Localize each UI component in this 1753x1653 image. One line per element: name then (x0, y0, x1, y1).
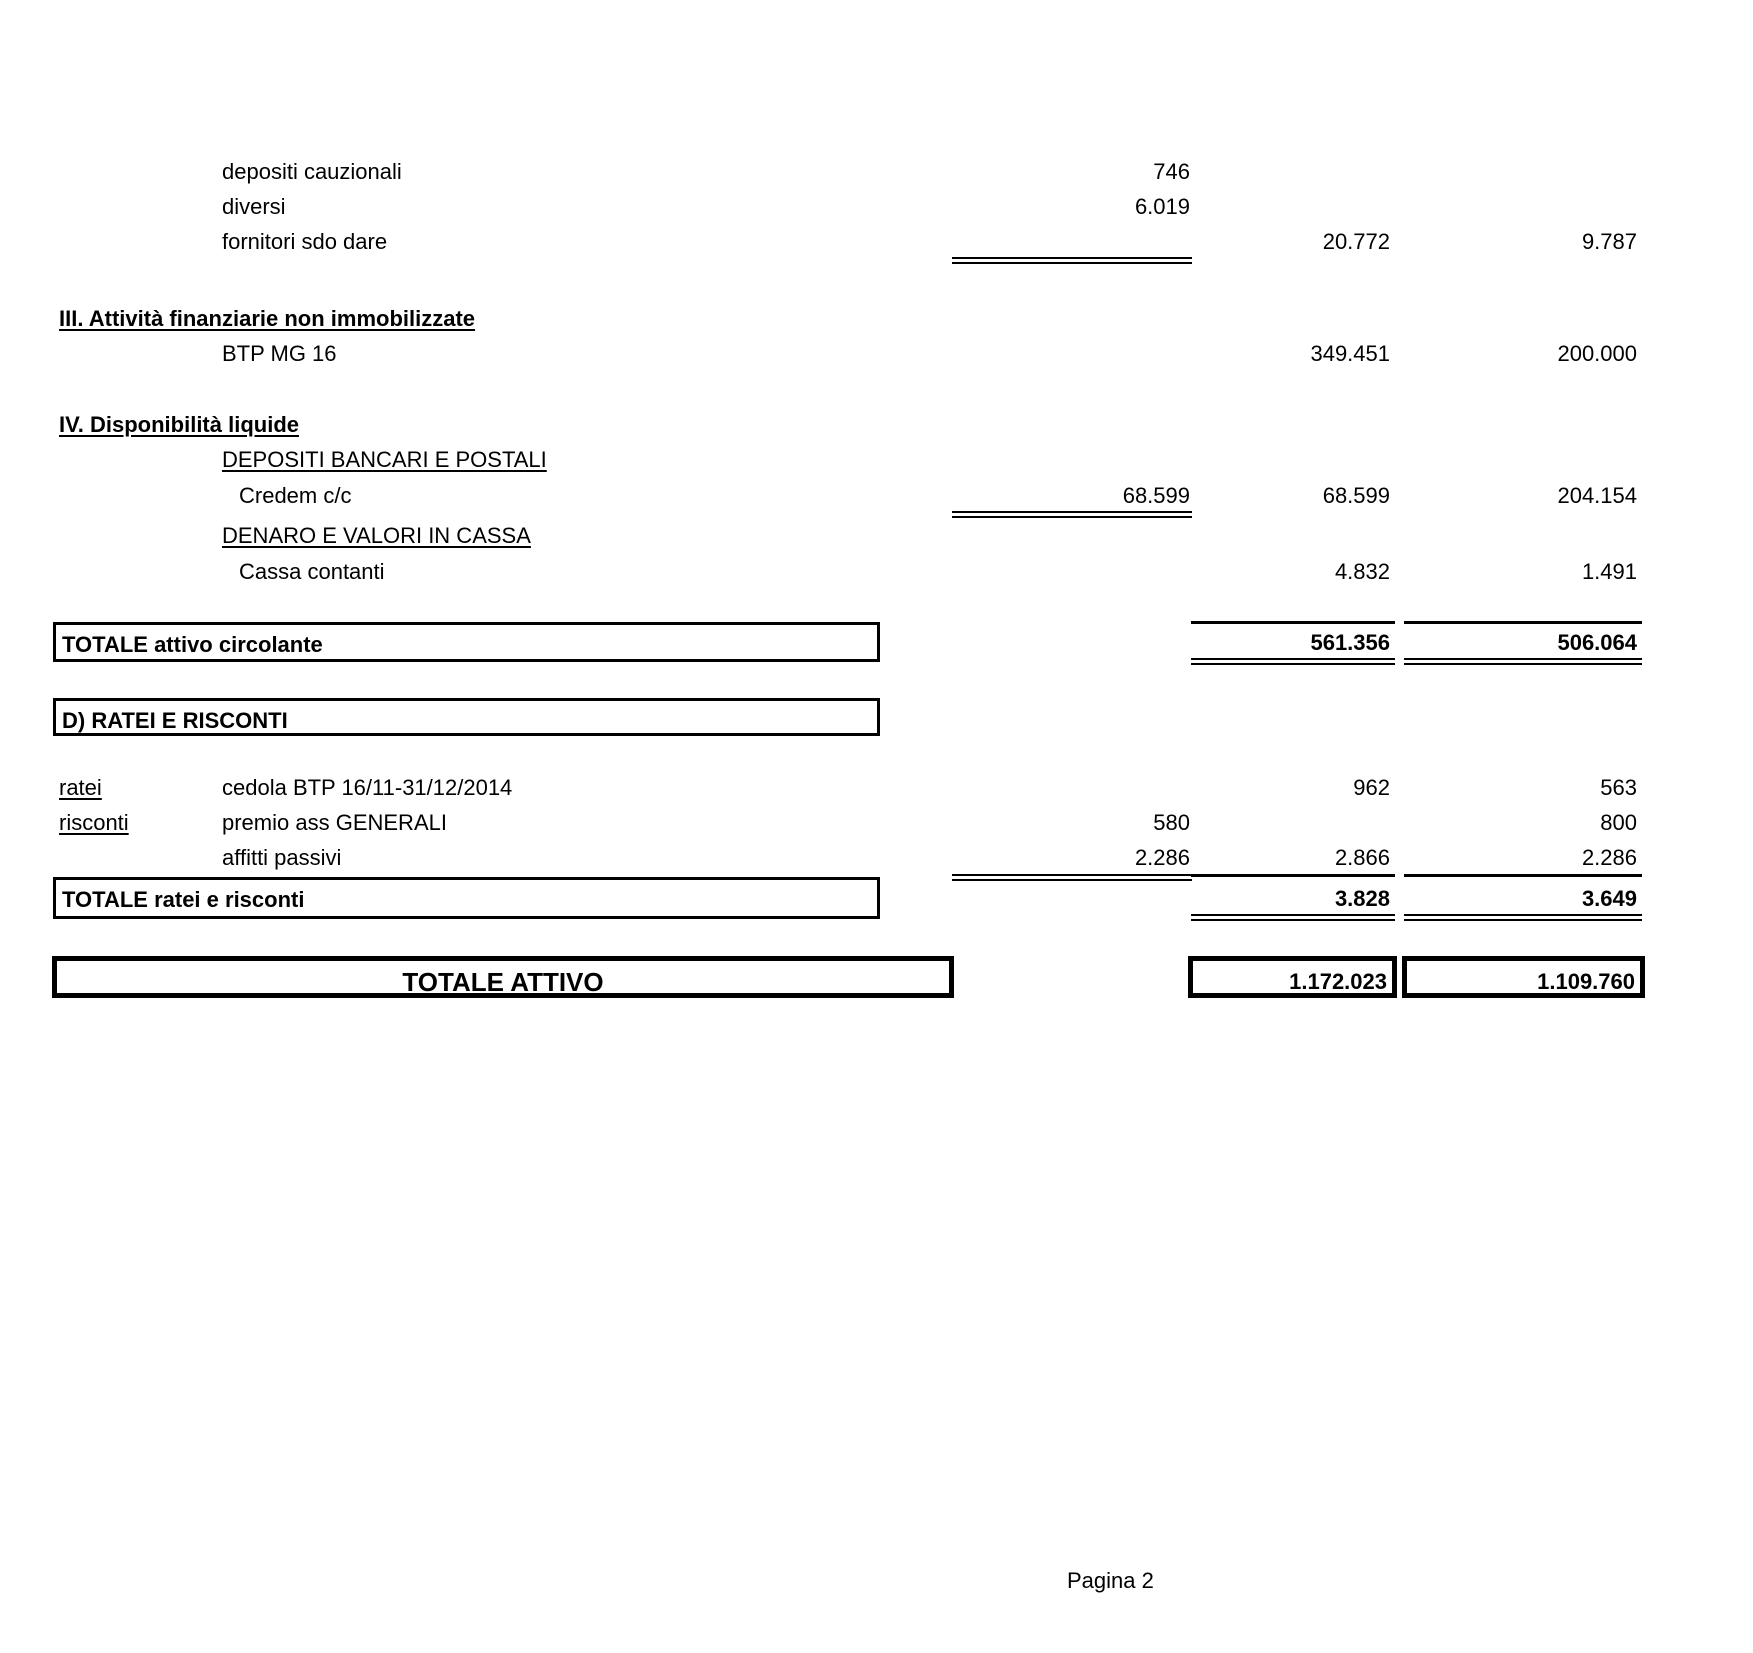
ratei-risconti-heading: D) RATEI E RISCONTI (62, 708, 288, 733)
risconti-label: risconti (59, 810, 129, 835)
totale-circolante-top-rule-current (1191, 621, 1395, 624)
affitti-double-rule (952, 874, 1192, 881)
fornitori-value-current: 20.772 (1322, 229, 1390, 254)
totale-circolante-value-current: 561.356 (1310, 630, 1390, 655)
affitti-value-previous: 2.286 (1581, 845, 1637, 870)
premio-value: 580 (1153, 810, 1190, 835)
btp-value-current: 349.451 (1310, 341, 1390, 366)
cedola-value-current: 962 (1353, 775, 1390, 800)
totale-ratei-box (53, 877, 880, 919)
premio-label: premio ass GENERALI (222, 810, 447, 835)
totale-attivo-value-current: 1.172.023 (1289, 969, 1387, 994)
cassa-label: Cassa contanti (239, 559, 385, 584)
totale-circolante-top-rule-previous (1404, 621, 1642, 624)
totale-attivo-label: TOTALE ATTIVO (402, 967, 604, 997)
totale-ratei-bottom-rule-previous (1404, 914, 1642, 921)
premio-value-previous: 800 (1600, 810, 1637, 835)
totale-ratei-top-rule-current (1191, 874, 1395, 877)
totale-attivo-previous-box (1402, 956, 1645, 998)
page-number: Pagina 2 (1067, 1568, 1154, 1593)
totale-ratei-bottom-rule-current (1191, 914, 1395, 921)
totale-ratei-label: TOTALE ratei e risconti (62, 887, 305, 912)
diversi-value: 6.019 (1134, 194, 1190, 219)
credem-double-rule (952, 511, 1192, 518)
credem-value: 68.599 (1122, 483, 1190, 508)
totale-ratei-value-current: 3.828 (1334, 886, 1390, 911)
totale-circolante-bottom-rule-previous (1404, 658, 1642, 665)
btp-value-previous: 200.000 (1557, 341, 1637, 366)
affitti-label: affitti passivi (222, 845, 342, 870)
totale-ratei-top-rule-previous (1404, 874, 1642, 877)
credem-label: Credem c/c (239, 483, 352, 508)
attivita-finanziarie-heading: III. Attività finanziarie non immobilizzate (59, 306, 476, 331)
disponibilita-heading: IV. Disponibilità liquide (59, 412, 299, 437)
totale-circolante-bottom-rule-current (1191, 658, 1395, 665)
totale-attivo-box (52, 956, 954, 998)
ratei-label: ratei (59, 775, 102, 800)
diversi-label: diversi (222, 194, 286, 219)
totale-attivo-current-box (1188, 956, 1397, 998)
btp-label: BTP MG 16 (222, 341, 337, 366)
cassa-value-current: 4.832 (1334, 559, 1390, 584)
ratei-risconti-heading-box (53, 698, 880, 736)
denaro-heading: DENARO E VALORI IN CASSA (222, 523, 531, 548)
depositi-cauzionali-label: depositi cauzionali (222, 159, 402, 184)
totale-attivo-value-previous: 1.109.760 (1537, 969, 1635, 994)
totale-ratei-value-previous: 3.649 (1581, 886, 1637, 911)
depositi-cauzionali-value: 746 (1153, 159, 1190, 184)
totale-circolante-label: TOTALE attivo circolante (62, 632, 323, 657)
totale-circolante-value-previous: 506.064 (1557, 630, 1637, 655)
credem-value-previous: 204.154 (1557, 483, 1637, 508)
cedola-value-previous: 563 (1600, 775, 1637, 800)
cedola-label: cedola BTP 16/11-31/12/2014 (222, 775, 513, 800)
totale-circolante-box (53, 622, 880, 662)
fornitori-value-previous: 9.787 (1581, 229, 1637, 254)
depositi-bancari-heading: DEPOSITI BANCARI E POSTALI (222, 447, 547, 472)
credem-value-current: 68.599 (1322, 483, 1390, 508)
subtotal-double-rule (952, 257, 1192, 264)
fornitori-label: fornitori sdo dare (222, 229, 388, 254)
affitti-value-current: 2.866 (1334, 845, 1390, 870)
cassa-value-previous: 1.491 (1581, 559, 1637, 584)
affitti-value: 2.286 (1134, 845, 1190, 870)
